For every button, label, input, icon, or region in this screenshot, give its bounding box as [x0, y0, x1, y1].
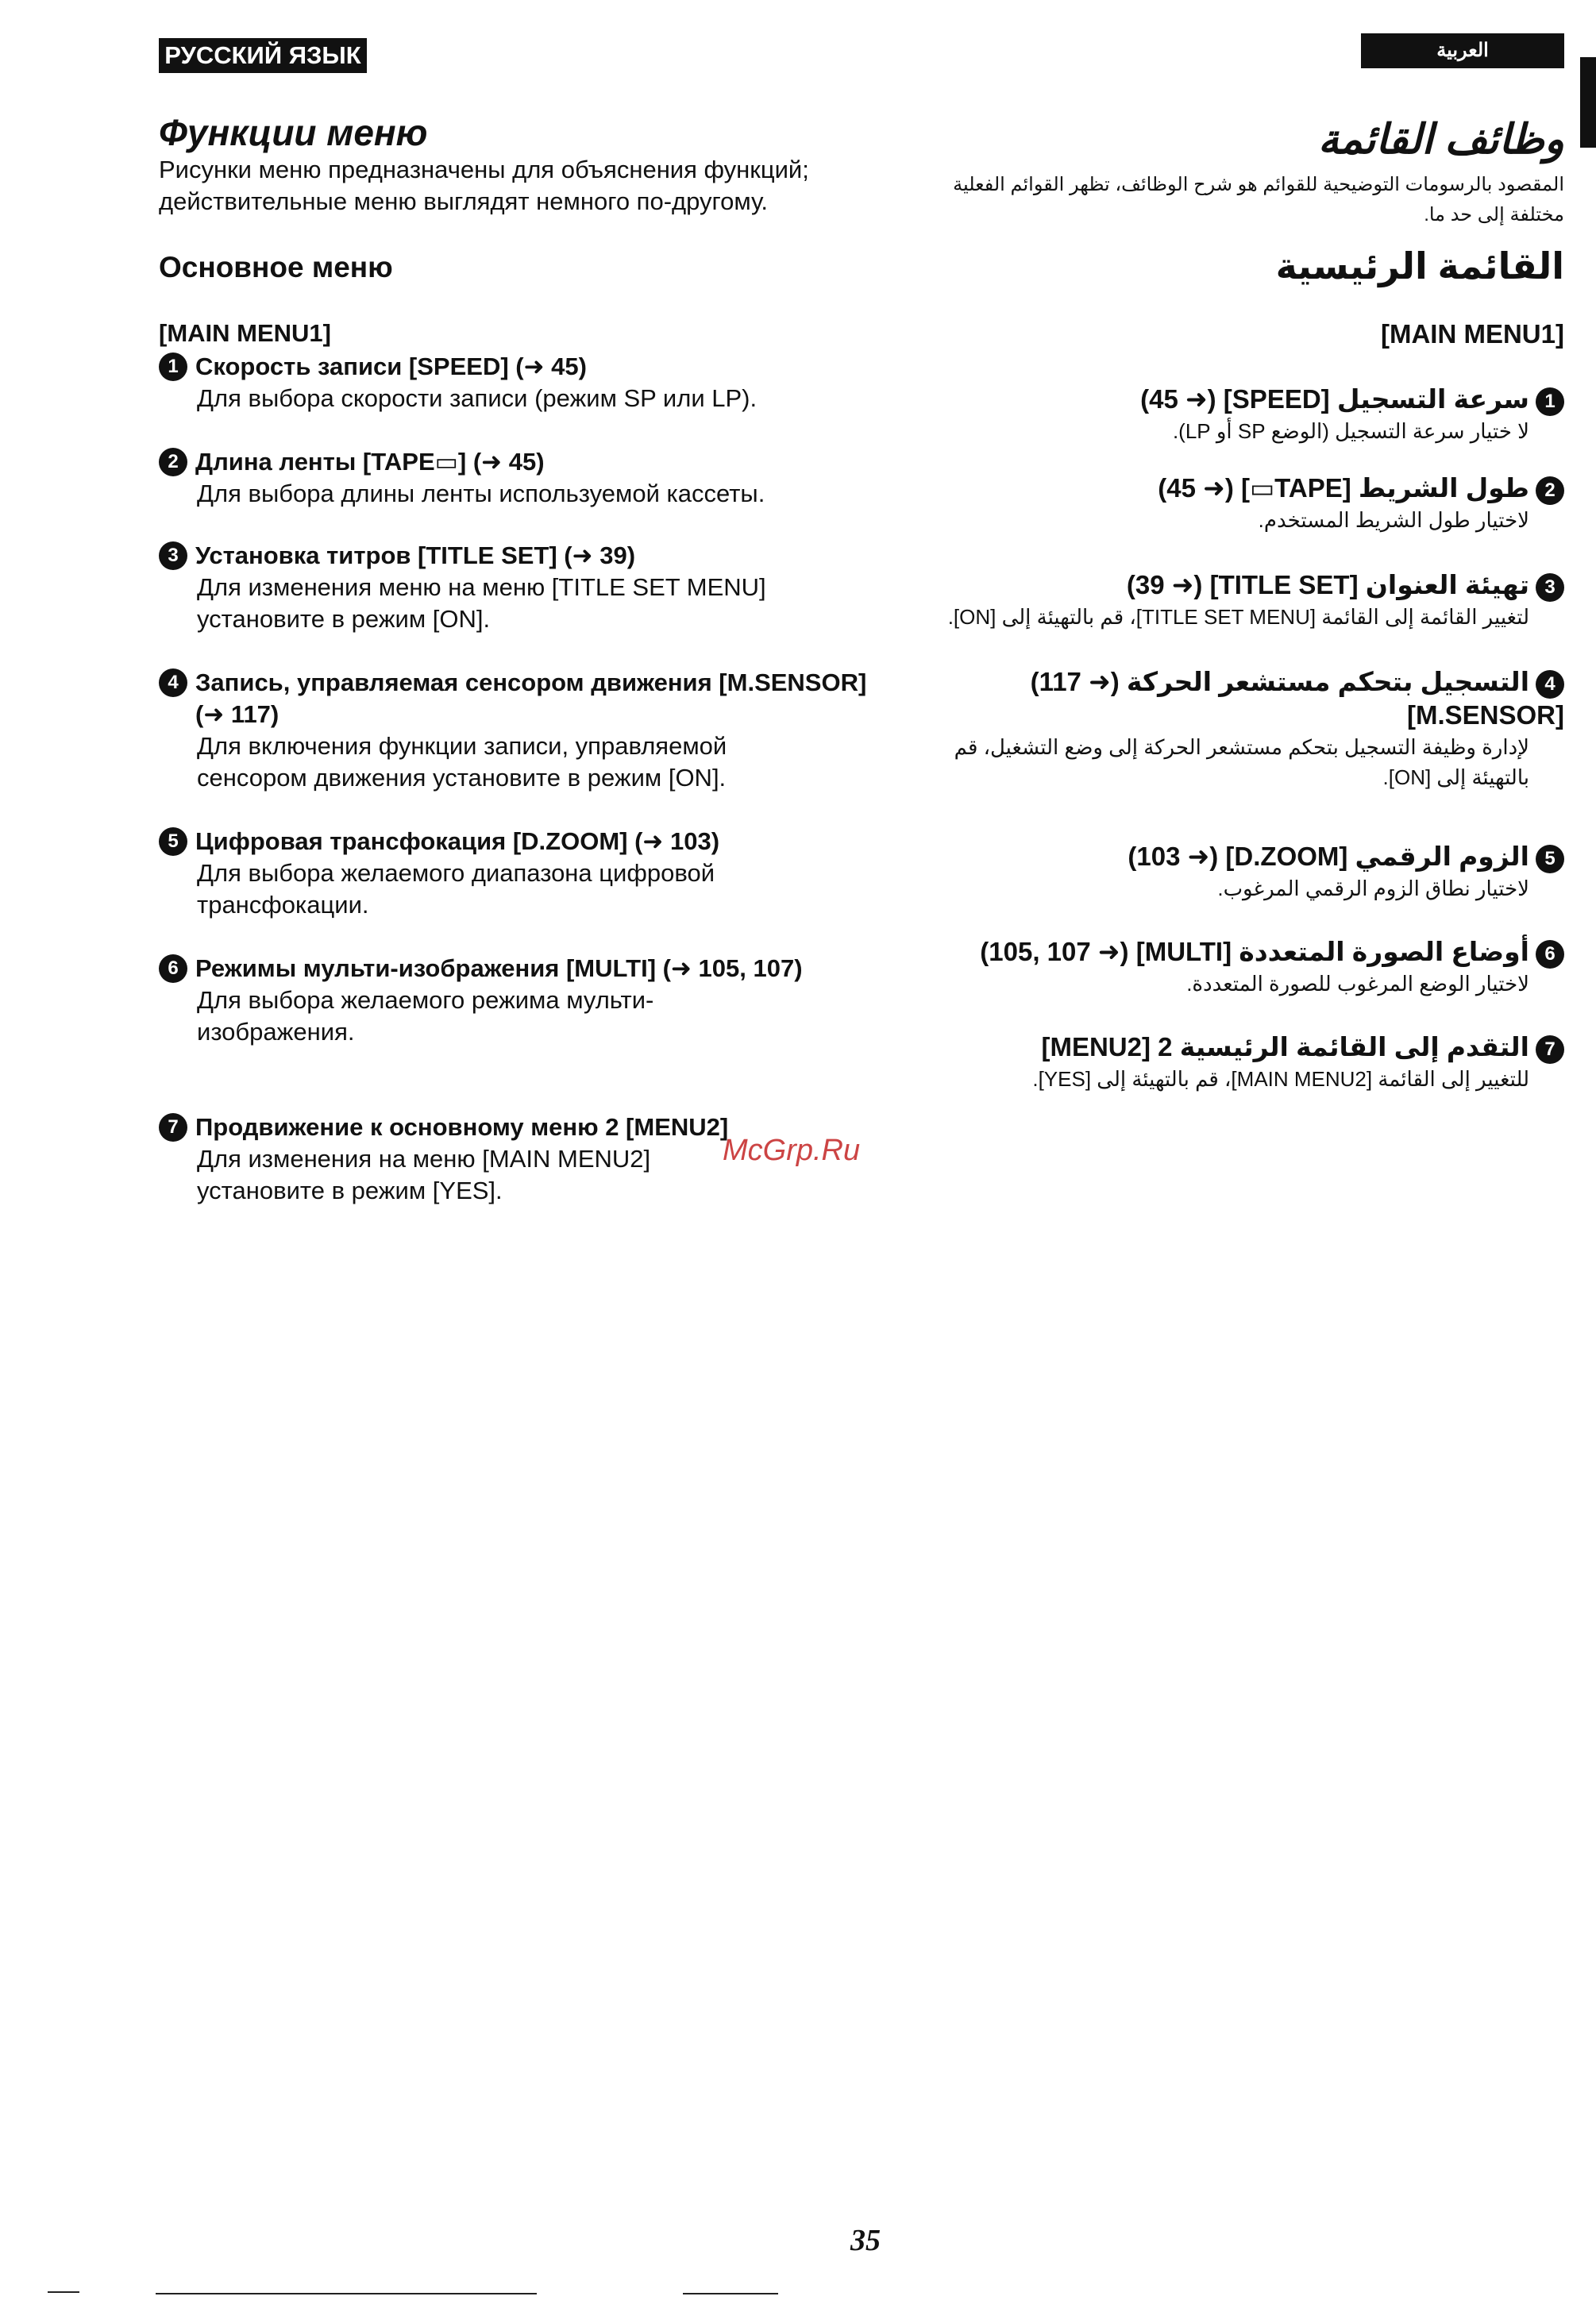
ru-menu-item	[159, 446, 873, 510]
ru-item-description: Для выбора длины ленты используемой кассеты.	[197, 480, 765, 507]
ru-item-heading: Скорость записи [SPEED] (➜ 45)	[195, 353, 587, 380]
number-badge-icon: 5	[1536, 845, 1564, 873]
ru-section-title: Основное меню	[159, 251, 393, 283]
ar-menu-item	[929, 665, 1564, 792]
ru-item-description: Для изменения на меню [MAIN MENU2] установите в режим [YES].	[197, 1145, 651, 1204]
footer-rule	[156, 2293, 537, 2294]
ru-item-description: Для выбора желаемого режима мульти-изображения.	[197, 986, 654, 1046]
ru-menu-item	[159, 667, 873, 794]
ar-item-description: لاختيار الوضع المرغوب للصورة المتعددة.	[1186, 972, 1529, 996]
number-badge-icon: 7	[1536, 1035, 1564, 1064]
ar-intro-text: المقصود بالرسومات التوضيحية للقوائم هو شرح الوظائف، تظهر القوائم الفعلية مختلفة إلى حد ما.	[953, 174, 1564, 225]
ru-item-heading: Длина ленты [TAPE▭] (➜ 45)	[195, 448, 545, 476]
number-badge-icon: 4	[159, 668, 187, 697]
ar-item-description: لإدارة وظيفة التسجيل بتحكم مستشعر الحركة إلى وضع التشغيل، قم بالتهيئة إلى [ON].	[954, 735, 1529, 790]
ru-item-description: Для включения функции записи, управляемой сенсором движения установите в режим [ON].	[197, 732, 727, 792]
ru-intro-text: Рисунки меню предназначены для объяснения функций; действительные меню выглядят немного по-другому.	[159, 156, 809, 215]
footer-rule	[683, 2293, 778, 2294]
ar-menu-label: [MAIN MENU1]	[1380, 319, 1564, 349]
ar-page-title: وظائف القائمة	[1318, 117, 1564, 163]
ru-menu-item	[159, 953, 873, 1048]
ru-menu-item	[159, 540, 873, 635]
ru-item-description: Для выбора скорости записи (режим SP или LP).	[197, 384, 758, 412]
ar-menu-item	[929, 840, 1564, 903]
ar-menu-item	[929, 472, 1564, 535]
ar-item-heading: التقدم إلى القائمة الرئيسية 2 [MENU2]	[1041, 1032, 1529, 1061]
ru-item-heading: Режимы мульти-изображения [MULTI] (➜ 105, 107)	[195, 954, 803, 982]
ru-item-description: Для изменения меню на меню [TITLE SET MENU] установите в режим [ON].	[197, 573, 766, 633]
footer-mark	[48, 2291, 79, 2293]
ar-menu-item	[929, 568, 1564, 632]
watermark: McGrp.Ru	[723, 1134, 861, 1167]
side-marker-bar	[1580, 57, 1596, 148]
ar-item-heading: تهيئة العنوان [TITLE SET] (➜ 39)	[1126, 570, 1529, 599]
ru-item-heading: Цифровая трансфокация [D.ZOOM] (➜ 103)	[195, 827, 720, 855]
ru-menu-label: [MAIN MENU1]	[159, 319, 331, 347]
ar-item-description: لتغيير القائمة إلى القائمة [TITLE SET MENU]، قم بالتهيئة إلى [ON].	[947, 605, 1529, 630]
ar-item-description: لاختيار نطاق الزوم الرقمي المرغوب.	[1217, 877, 1529, 901]
number-badge-icon: 1	[1536, 387, 1564, 416]
number-badge-icon: 3	[1536, 573, 1564, 602]
ru-page-title: Функции меню	[159, 112, 428, 153]
ar-section-title: القائمة الرئيسية	[1275, 245, 1564, 287]
ar-item-description: لا ختيار سرعة التسجيل (الوضع SP أو LP).	[1172, 419, 1529, 444]
number-badge-icon: 3	[159, 541, 187, 570]
ar-menu-item	[929, 383, 1564, 446]
ar-item-description: للتغيير إلى القائمة [MAIN MENU2]، قم بالتهيئة إلى [YES].	[1032, 1067, 1529, 1092]
number-badge-icon: 4	[1536, 670, 1564, 699]
number-badge-icon: 1	[159, 353, 187, 381]
ru-item-description: Для выбора желаемого диапазона цифровой трансфокации.	[197, 859, 715, 919]
number-badge-icon: 2	[1536, 476, 1564, 505]
number-badge-icon: 6	[1536, 940, 1564, 969]
number-badge-icon: 5	[159, 827, 187, 856]
ar-menu-item	[929, 935, 1564, 999]
number-badge-icon: 7	[159, 1113, 187, 1142]
ar-item-heading: سرعة التسجيل [SPEED] (➜ 45)	[1140, 384, 1529, 414]
ru-item-heading: Установка титров [TITLE SET] (➜ 39)	[195, 541, 636, 569]
ar-item-heading: طول الشريط [TAPE▭] (➜ 45)	[1158, 473, 1529, 503]
ar-item-heading: الزوم الرقمي [D.ZOOM] (➜ 103)	[1128, 842, 1529, 871]
page-number: 35	[850, 2224, 881, 2257]
ar-item-heading: التسجيل بتحكم مستشعر الحركة (➜ 117) [M.SENSOR]	[1030, 667, 1564, 730]
ru-item-heading: Запись, управляемая сенсором движения [M.SENSOR](➜ 117)	[195, 668, 867, 728]
ar-item-heading: أوضاع الصورة المتعددة [MULTI] (➜ 105, 107)	[980, 937, 1529, 966]
number-badge-icon: 6	[159, 954, 187, 983]
number-badge-icon: 2	[159, 448, 187, 476]
ar-item-description: لاختيار طول الشريط المستخدم.	[1258, 508, 1529, 533]
ar-menu-item	[929, 1031, 1564, 1094]
ru-item-heading: Продвижение к основному меню 2 [MENU2]	[195, 1113, 729, 1141]
language-tab-arabic: العربية	[1361, 33, 1564, 68]
ru-menu-item	[159, 351, 873, 414]
ru-menu-item	[159, 826, 873, 921]
language-tab-russian: РУССКИЙ ЯЗЫК	[159, 38, 367, 73]
